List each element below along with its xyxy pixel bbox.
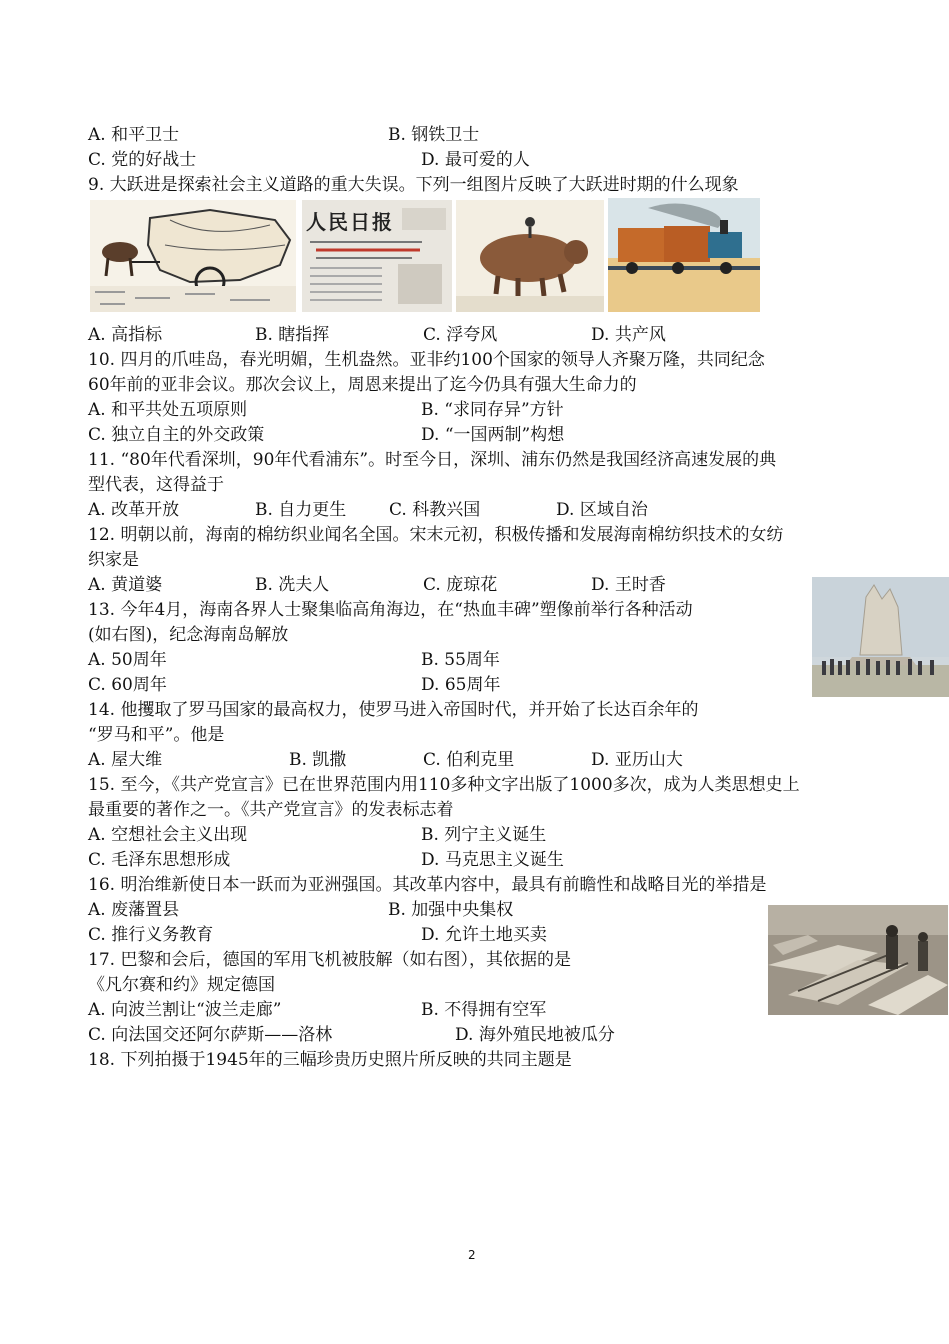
q16-option-a: A. 废藩置县: [88, 900, 180, 920]
q9-image-newspaper: [302, 200, 452, 312]
q13-option-c: C. 60周年: [88, 675, 167, 695]
q15-option-a: A. 空想社会主义出现: [88, 825, 248, 845]
q13-stem-line2: (如右图)，纪念海南岛解放: [88, 625, 289, 645]
newspaper-columns-drawing: [302, 200, 452, 312]
q11-stem-line2: 型代表，这得益于: [88, 475, 224, 495]
q10-stem-line1: 10. 四月的爪哇岛，春光明媚，生机盎然。亚非约100个国家的领导人齐聚万隆，共同纪念: [88, 350, 765, 370]
q8-option-c: C. 党的好战士: [88, 150, 197, 170]
q11-option-a: A. 改革开放: [88, 500, 180, 520]
q17-option-d: D. 海外殖民地被瓜分: [455, 1025, 615, 1045]
q9-stem: 9. 大跃进是探索社会主义道路的重大失误。下列一组图片反映了大跃进时期的什么现象: [88, 175, 739, 195]
q11-stem-line1: 11. “80年代看深圳，90年代看浦东”。时至今日，深圳、浦东仍然是我国经济高速发展的典: [88, 450, 777, 470]
q17-option-c: C. 向法国交还阿尔萨斯——洛林: [88, 1025, 333, 1045]
q14-option-d: D. 亚历山大: [591, 750, 683, 770]
q12-option-d: D. 王时香: [591, 575, 666, 595]
q9-option-a: A. 高指标: [88, 325, 163, 345]
newspaper-masthead: 人民日报: [306, 210, 394, 234]
q12-option-b: B. 冼夫人: [255, 575, 330, 595]
q11-option-b: B. 自力更生: [255, 500, 347, 520]
q15-option-b: B. 列宁主义诞生: [421, 825, 547, 845]
q15-option-c: C. 毛泽东思想形成: [88, 850, 231, 870]
ox-cart-drawing: [90, 200, 296, 312]
q9-image-giant-pig: [456, 200, 604, 312]
q8-option-d: D. 最可爱的人: [421, 150, 530, 170]
q13-option-d: D. 65周年: [421, 675, 501, 695]
q8-option-b: B. 钢铁卫士: [388, 125, 480, 145]
q16-option-b: B. 加强中央集权: [388, 900, 514, 920]
giant-pig-drawing: [456, 200, 604, 312]
q10-stem-line2: 60年前的亚非会议。那次会议上，周恩来提出了迄今仍具有强大生命力的: [88, 375, 637, 395]
q16-option-d: D. 允许土地买卖: [421, 925, 547, 945]
q15-stem-line1: 15. 至今，《共产党宣言》已在世界范围内用110多种文字出版了1000多次，成为人类思想史上: [88, 775, 800, 795]
dismantled-aircraft-drawing: [768, 905, 948, 1015]
q13-option-b: B. 55周年: [421, 650, 500, 670]
q13-stem-line1: 13. 今年4月，海南各界人士聚集临高角海边，在“热血丰碑”塑像前举行各种活动: [88, 600, 693, 620]
q17-stem-line2: 《凡尔赛和约》规定德国: [88, 975, 275, 995]
q14-option-c: C. 伯利克里: [423, 750, 515, 770]
q18-stem: 18. 下列拍摄于1945年的三幅珍贵历史照片所反映的共同主题是: [88, 1050, 572, 1070]
q14-stem-line2: “罗马和平”。他是: [88, 725, 225, 745]
q14-option-a: A. 屋大维: [88, 750, 163, 770]
q11-option-c: C. 科教兴国: [389, 500, 481, 520]
q8-option-a: A. 和平卫士: [88, 125, 180, 145]
q12-option-a: A. 黄道婆: [88, 575, 163, 595]
q9-image-ox-cart: [90, 200, 296, 312]
q10-option-c: C. 独立自主的外交政策: [88, 425, 265, 445]
q13-option-a: A. 50周年: [88, 650, 167, 670]
q12-stem-line2: 织家是: [88, 550, 139, 570]
q13-image-monument: [812, 577, 949, 697]
q12-stem-line1: 12. 明朝以前，海南的棉纺织业闻名全国。宋末元初，积极传播和发展海南棉纺织技术的女纺: [88, 525, 784, 545]
q14-stem-line1: 14. 他攫取了罗马国家的最高权力，使罗马进入帝国时代，并开始了长达百余年的: [88, 700, 699, 720]
q10-option-d: D. “一国两制”构想: [421, 425, 565, 445]
q17-image-dismantled-aircraft: [768, 905, 948, 1015]
q9-option-b: B. 瞎指挥: [255, 325, 330, 345]
q17-option-a: A. 向波兰割让“波兰走廊”: [88, 1000, 282, 1020]
q16-stem: 16. 明治维新使日本一跃而为亚洲强国。其改革内容中，最具有前瞻性和战略目光的举措是: [88, 875, 767, 895]
q16-option-c: C. 推行义务教育: [88, 925, 214, 945]
q10-option-a: A. 和平共处五项原则: [88, 400, 248, 420]
page-number: 2: [468, 1248, 476, 1262]
q14-option-b: B. 凯撒: [289, 750, 347, 770]
q12-option-c: C. 庞琼花: [423, 575, 498, 595]
q17-stem-line1: 17. 巴黎和会后，德国的军用飞机被肢解（如右图），其依据的是: [88, 950, 571, 970]
q10-option-b: B. “求同存异”方针: [421, 400, 564, 420]
q9-image-train: [608, 198, 760, 312]
q17-option-b: B. 不得拥有空军: [421, 1000, 547, 1020]
q11-option-d: D. 区域自治: [556, 500, 648, 520]
q9-option-d: D. 共产风: [591, 325, 666, 345]
monument-drawing: [812, 577, 949, 697]
q15-stem-line2: 最重要的著作之一。《共产党宣言》的发表标志着: [88, 800, 454, 820]
q9-option-c: C. 浮夸风: [423, 325, 498, 345]
train-drawing: [608, 198, 760, 312]
q15-option-d: D. 马克思主义诞生: [421, 850, 564, 870]
